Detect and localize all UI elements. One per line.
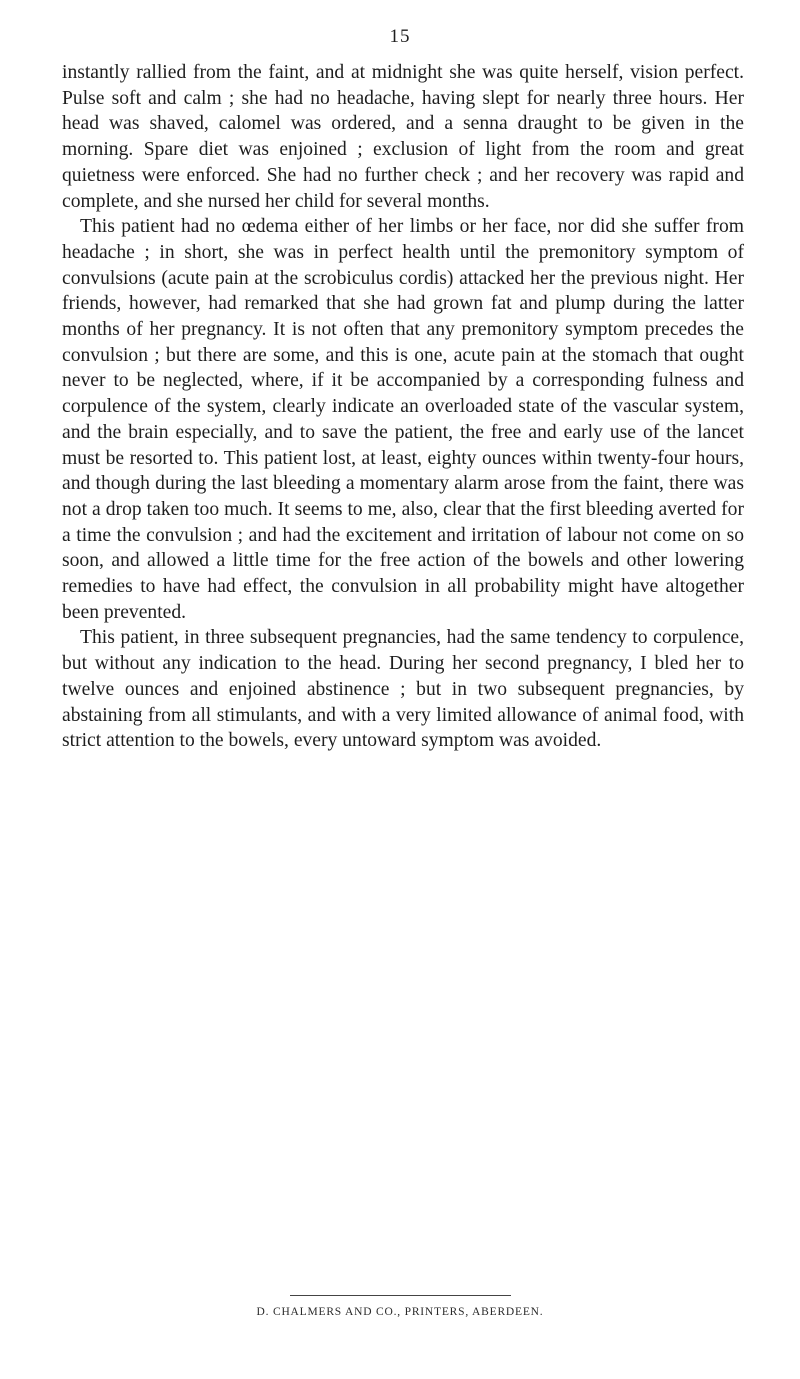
imprint-divider [290,1295,511,1296]
paragraph-subsequent-pregnancies: This patient, in three subsequent pregnancies, had the same tendency to corpulence, but without any indication to the head. During her second pregnancy, I bled her to twelve ounces and enjoined abstinence ; but in two subsequent pregnancies, by abstaining from all stimulants, and with a very limited allowance of animal food, with strict attention to the bowels, every untoward symptom was avoided. [62,627,744,752]
body-text [62,60,744,754]
page-number: 15 [389,26,411,47]
paragraph-continuation: instantly rallied from the faint, and at midnight she was quite herself, vision perfect. Pulse soft and calm ; she had no headache, having slept for nearly three hours. Her head was shaved, calomel was ordered, and a senna draught to be given in the morning. Spare diet was enjoined ; exclusion of light from the room and great quietness were enforced. She had no further check ; and her recovery was rapid and complete, and she nursed her child for several months. [62,62,744,212]
paragraph-case-discussion: This patient had no œdema either of her limbs or her face, nor did she suffer from headache ; in short, she was in perfect health until the premonitory symptom of convulsions (acute pain at the scrobiculus cordis) attacked her the previous night. Her friends, however, had remarked that she had grown fat and plump during the latter months of her pregnancy. It is not often that any premonitory symptom precedes the convulsion ; but there are some, and this is one, acute pain at the stomach that ought never to be neglected, where, if it be accompanied by a corresponding fulness and corpulence of the system, clearly indicate an overloaded state of the vascular system, and the brain especially, and to save the patient, the free and early use of the lancet must be resorted to. This patient lost, at least, eighty ounces within twenty-four hours, and though during the last bleeding a momentary alarm arose from the faint, there was not a drop taken too much. It seems to me, also, clear that the first bleeding averted for a time the convulsion ; and had the excitement and irritation of labour not come on so soon, and allowed a little time for the free action of the bowels and other lowering remedies to have had effect, the convulsion in all probability might have altogether been prevented. [62,216,744,623]
printer-imprint: D. CHALMERS AND CO., PRINTERS, ABERDEEN. [256,1306,544,1318]
